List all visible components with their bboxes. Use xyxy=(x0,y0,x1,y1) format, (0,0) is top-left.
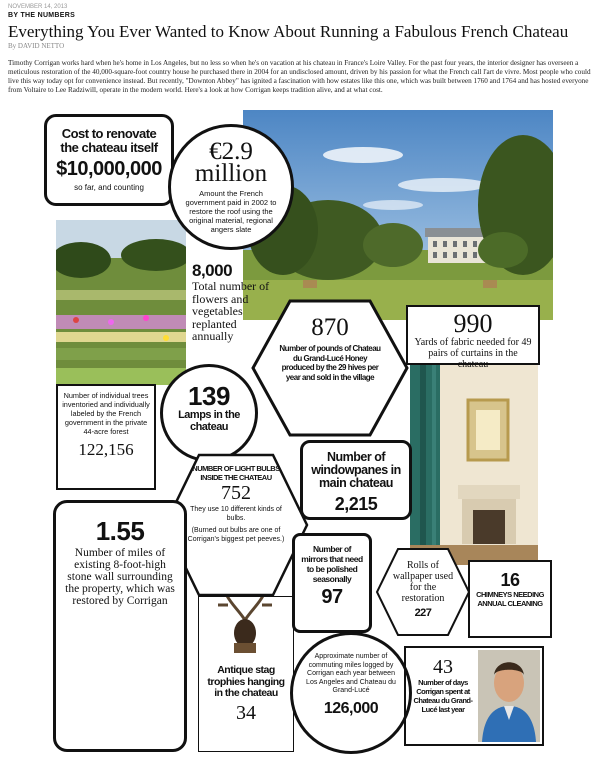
stat-days xyxy=(404,646,544,746)
stat-wallpaper-value: 227 xyxy=(414,607,432,619)
stat-wall-value: 1.55 xyxy=(95,516,145,546)
stat-bulbs-label: NUMBER OF LIGHT BULBS INSIDE THE CHATEAU xyxy=(192,464,280,482)
stat-commute xyxy=(290,632,412,754)
stat-bulbs-note1: They use 10 different kinds of bulbs. xyxy=(190,506,282,522)
stat-commute-label: Approximate number of commuting miles logged by Corrigan each year between Los Angeles and Chateau du Grand-Lucé xyxy=(306,653,396,694)
garden-photo xyxy=(56,220,186,385)
stat-roof-value: €2.9 million xyxy=(194,138,268,187)
stat-days-label: Number of days Corrigan spent at Chateau du Grand-Lucé last year xyxy=(413,678,473,714)
stat-mirrors-label: Number of mirrors that need to be polished seasonally xyxy=(301,544,363,584)
stat-flowers-value: 8,000 xyxy=(192,261,233,280)
stat-trees-label: Number of individual trees inventoried and individually labeled by the French government in the private 44-acre forest xyxy=(62,391,150,436)
byline[interactable]: By DAVID NETTO xyxy=(8,42,65,50)
stat-commute-value: 126,000 xyxy=(323,699,379,717)
stat-flowers-label: Total number of flowers and vegetables replanted annually xyxy=(192,279,270,343)
stat-chimneys xyxy=(468,560,552,638)
stat-windowpanes-label: Number of windowpanes in main chateau xyxy=(311,450,401,490)
stat-fabric-label: Yards of fabric needed for 49 pairs of curtains in the chateau xyxy=(414,337,532,370)
stat-stag xyxy=(198,596,294,752)
stat-wall-label: Number of miles of existing 8-foot-high stone wall surrounding the property, which was restored by Corrigan xyxy=(65,547,175,607)
stat-stag-label: Antique stag trophies hanging in the chateau xyxy=(207,664,285,699)
section-label[interactable]: BY THE NUMBERS xyxy=(8,12,76,19)
stat-chimneys-label: CHIMNEYS NEEDING ANNUAL CLEANING xyxy=(476,590,544,608)
stat-mirrors-value: 97 xyxy=(321,586,343,608)
stat-wallpaper-label: Rolls of wallpaper used for the restoration xyxy=(392,560,454,604)
stat-bulbs-note2: (Burned out bulbs are one of Corrigan's biggest pet peeves.) xyxy=(187,527,285,543)
stat-fabric-value: 990 xyxy=(453,309,493,338)
stat-bulbs-value: 752 xyxy=(221,482,251,504)
stat-lamps-value: 139 xyxy=(188,381,230,411)
stat-renovate-value: $10,000,000 xyxy=(56,158,162,180)
stat-wallpaper xyxy=(374,546,472,638)
stat-roof xyxy=(168,124,294,250)
stat-stag-value: 34 xyxy=(236,701,256,724)
stat-trees-value: 122,156 xyxy=(78,440,134,459)
stat-chimneys-value: 16 xyxy=(500,570,520,590)
interior-photo xyxy=(410,360,538,565)
stat-renovate xyxy=(44,114,174,206)
stat-fabric xyxy=(406,305,540,370)
stat-renovate-label: Cost to renovate the chateau itself xyxy=(60,126,158,155)
stat-mirrors xyxy=(292,533,372,633)
stat-windowpanes-value: 2,215 xyxy=(334,494,378,514)
stat-wall xyxy=(53,500,187,752)
stat-trees xyxy=(56,384,156,490)
stat-days-value: 43 xyxy=(433,656,453,678)
stat-honey-label: Number of pounds of Chateau du Grand-Lucé Honey produced by the 29 hives per year and sold in the village xyxy=(279,344,381,382)
stat-honey xyxy=(250,298,410,438)
intro-paragraph: Timothy Corrigan works hard when he's home in Los Angeles, but no less so when he's on vacation at his chateau in France's Loire Valley. For the past four years, the interior designer has overseen a meticulous restoration of the 40,000-square-foot country house he purchased there in 2004 for an undisclosed amount, driven by his passion for what the French call l'art de vivre. Most people who could live this way today opt for convenience instead. But recently, "Downton Abbey" has ignited a fascination with how estates like this one, which was built between 1760 and 1764 and has hosted everyone from Voltaire to Lee Radziwill, operate in the modern world. Here's a look at how Corrigan keeps tradition alive, and at what cost. xyxy=(8,59,591,94)
chateau-photo xyxy=(243,110,553,320)
stat-lamps-label: Lamps in the chateau xyxy=(178,409,240,433)
stat-lamps xyxy=(160,364,258,462)
stat-roof-label: Amount the French government paid in 2002 to restore the roof using the original material, regional angers slate xyxy=(185,189,277,234)
stat-windowpanes xyxy=(300,440,412,520)
stat-honey-value: 870 xyxy=(311,314,349,341)
article-date: NOVEMBER 14, 2013 xyxy=(8,4,68,10)
stat-renovate-note: so far, and counting xyxy=(74,183,144,192)
headline: Everything You Ever Wanted to Know About Running a Fabulous French Chateau xyxy=(8,22,569,41)
